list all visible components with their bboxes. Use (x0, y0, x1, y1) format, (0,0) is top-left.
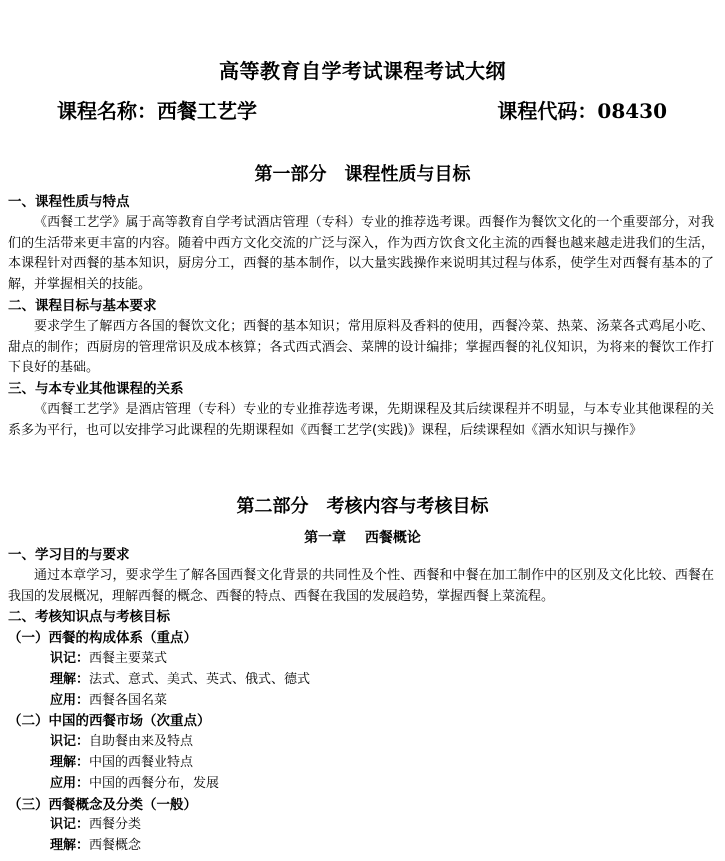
requirement-item (8, 732, 714, 753)
requirement-label: 应用： (50, 692, 90, 708)
section-heading-relations: 三、与本专业其他课程的关系 (8, 381, 184, 398)
requirement-item (8, 649, 714, 670)
requirement-label: 理解： (50, 754, 90, 770)
course-name: 课程名称：西餐工艺学 (57, 99, 257, 123)
requirement-label: 理解： (50, 671, 90, 687)
part1-body (8, 192, 714, 442)
part2-title: 第二部分 考核内容与考核目标 (236, 496, 489, 517)
document-title: 高等教育自学考试课程考试大纲 (219, 59, 506, 83)
requirement-label: 识记： (50, 817, 90, 833)
part2-body (8, 545, 714, 857)
requirement-item (8, 815, 714, 836)
group-title: （一）西餐的构成体系（重点） (8, 630, 197, 647)
requirement-text: 中国的西餐分布，发展 (89, 775, 220, 791)
requirement-item (8, 836, 714, 857)
section-text-goals: 要求学生了解西方各国的餐饮文化；西餐的基本知识；常用原料及香料的使用，西餐冷菜、热菜、汤菜各式鸡尾小吃、甜点的制作；西厨房的管理常识及成本核算；各式西式酒会、菜牌的设计编排；掌握西餐的礼仪知识，为将来的餐饮工作打下良好的基础。 (8, 318, 714, 376)
goal-heading: 一、学习目的与要求 (8, 547, 130, 563)
chapter1-title: 第一章 西餐概论 (304, 530, 421, 546)
course-code: 课程代码：08430 (497, 99, 667, 123)
requirement-item (8, 774, 714, 795)
goal-text: 通过本章学习，要求学生了解各国西餐文化背景的共同性及个性、西餐和中餐在加工制作中的区别及文化比较、西餐在我国的发展概况，理解西餐的概念、西餐的特点、西餐在我国的发展趋势，掌握西餐上菜流程。 (8, 567, 714, 604)
requirement-text: 西餐主要菜式 (89, 650, 168, 666)
requirement-item (8, 753, 714, 774)
group-title: （三）西餐概念及分类（一般） (8, 796, 197, 813)
requirement-text: 西餐概念 (89, 838, 142, 854)
requirement-text: 中国的西餐业特点 (89, 754, 194, 770)
group-title: （二）中国的西餐市场（次重点） (8, 713, 211, 730)
requirement-item (8, 691, 714, 712)
requirement-label: 应用： (50, 775, 90, 791)
course-info-row (57, 95, 667, 125)
requirement-text: 法式、意式、美式、英式、俄式、德式 (89, 671, 311, 687)
requirement-item (8, 670, 714, 691)
requirement-text: 西餐分类 (89, 817, 142, 833)
requirement-text: 自助餐由来及特点 (89, 734, 194, 750)
section-heading-nature: 一、课程性质与特点 (8, 194, 130, 210)
requirement-text: 西餐各国名菜 (89, 692, 168, 708)
requirement-label: 理解： (50, 838, 90, 854)
points-heading: 二、考核知识点与考核目标 (8, 609, 170, 626)
part1-title: 第一部分 课程性质与目标 (254, 164, 471, 185)
section-heading-goals: 二、课程目标与基本要求 (8, 297, 157, 314)
requirement-label: 识记： (50, 734, 90, 750)
section-text-relations: 《西餐工艺学》是酒店管理（专科）专业的专业推荐选考课，先期课程及其后续课程并不明显，与本专业其他课程的关系多为平行，也可以安排学习此课程的先期课程如《西餐工艺学(实践)》课程，后续课程如《酒水知识与操作》 (8, 401, 714, 438)
section-text-nature: 《西餐工艺学》属于高等教育自学考试酒店管理（专科）专业的推荐选考课。西餐作为餐饮文化的一个重要部分，对我们的生活带来更丰富的内容。随着中西方文化交流的广泛与深入，作为西方饮食文化主流的西餐也越来越走进我们的生活，本课程针对西餐的基本知识，厨房分工，西餐的基本制作，以大量实践操作来说明其过程与体系，使学生对西餐有基本的了解，并掌握相关的技能。 (8, 214, 714, 293)
requirement-label: 识记： (50, 650, 90, 666)
